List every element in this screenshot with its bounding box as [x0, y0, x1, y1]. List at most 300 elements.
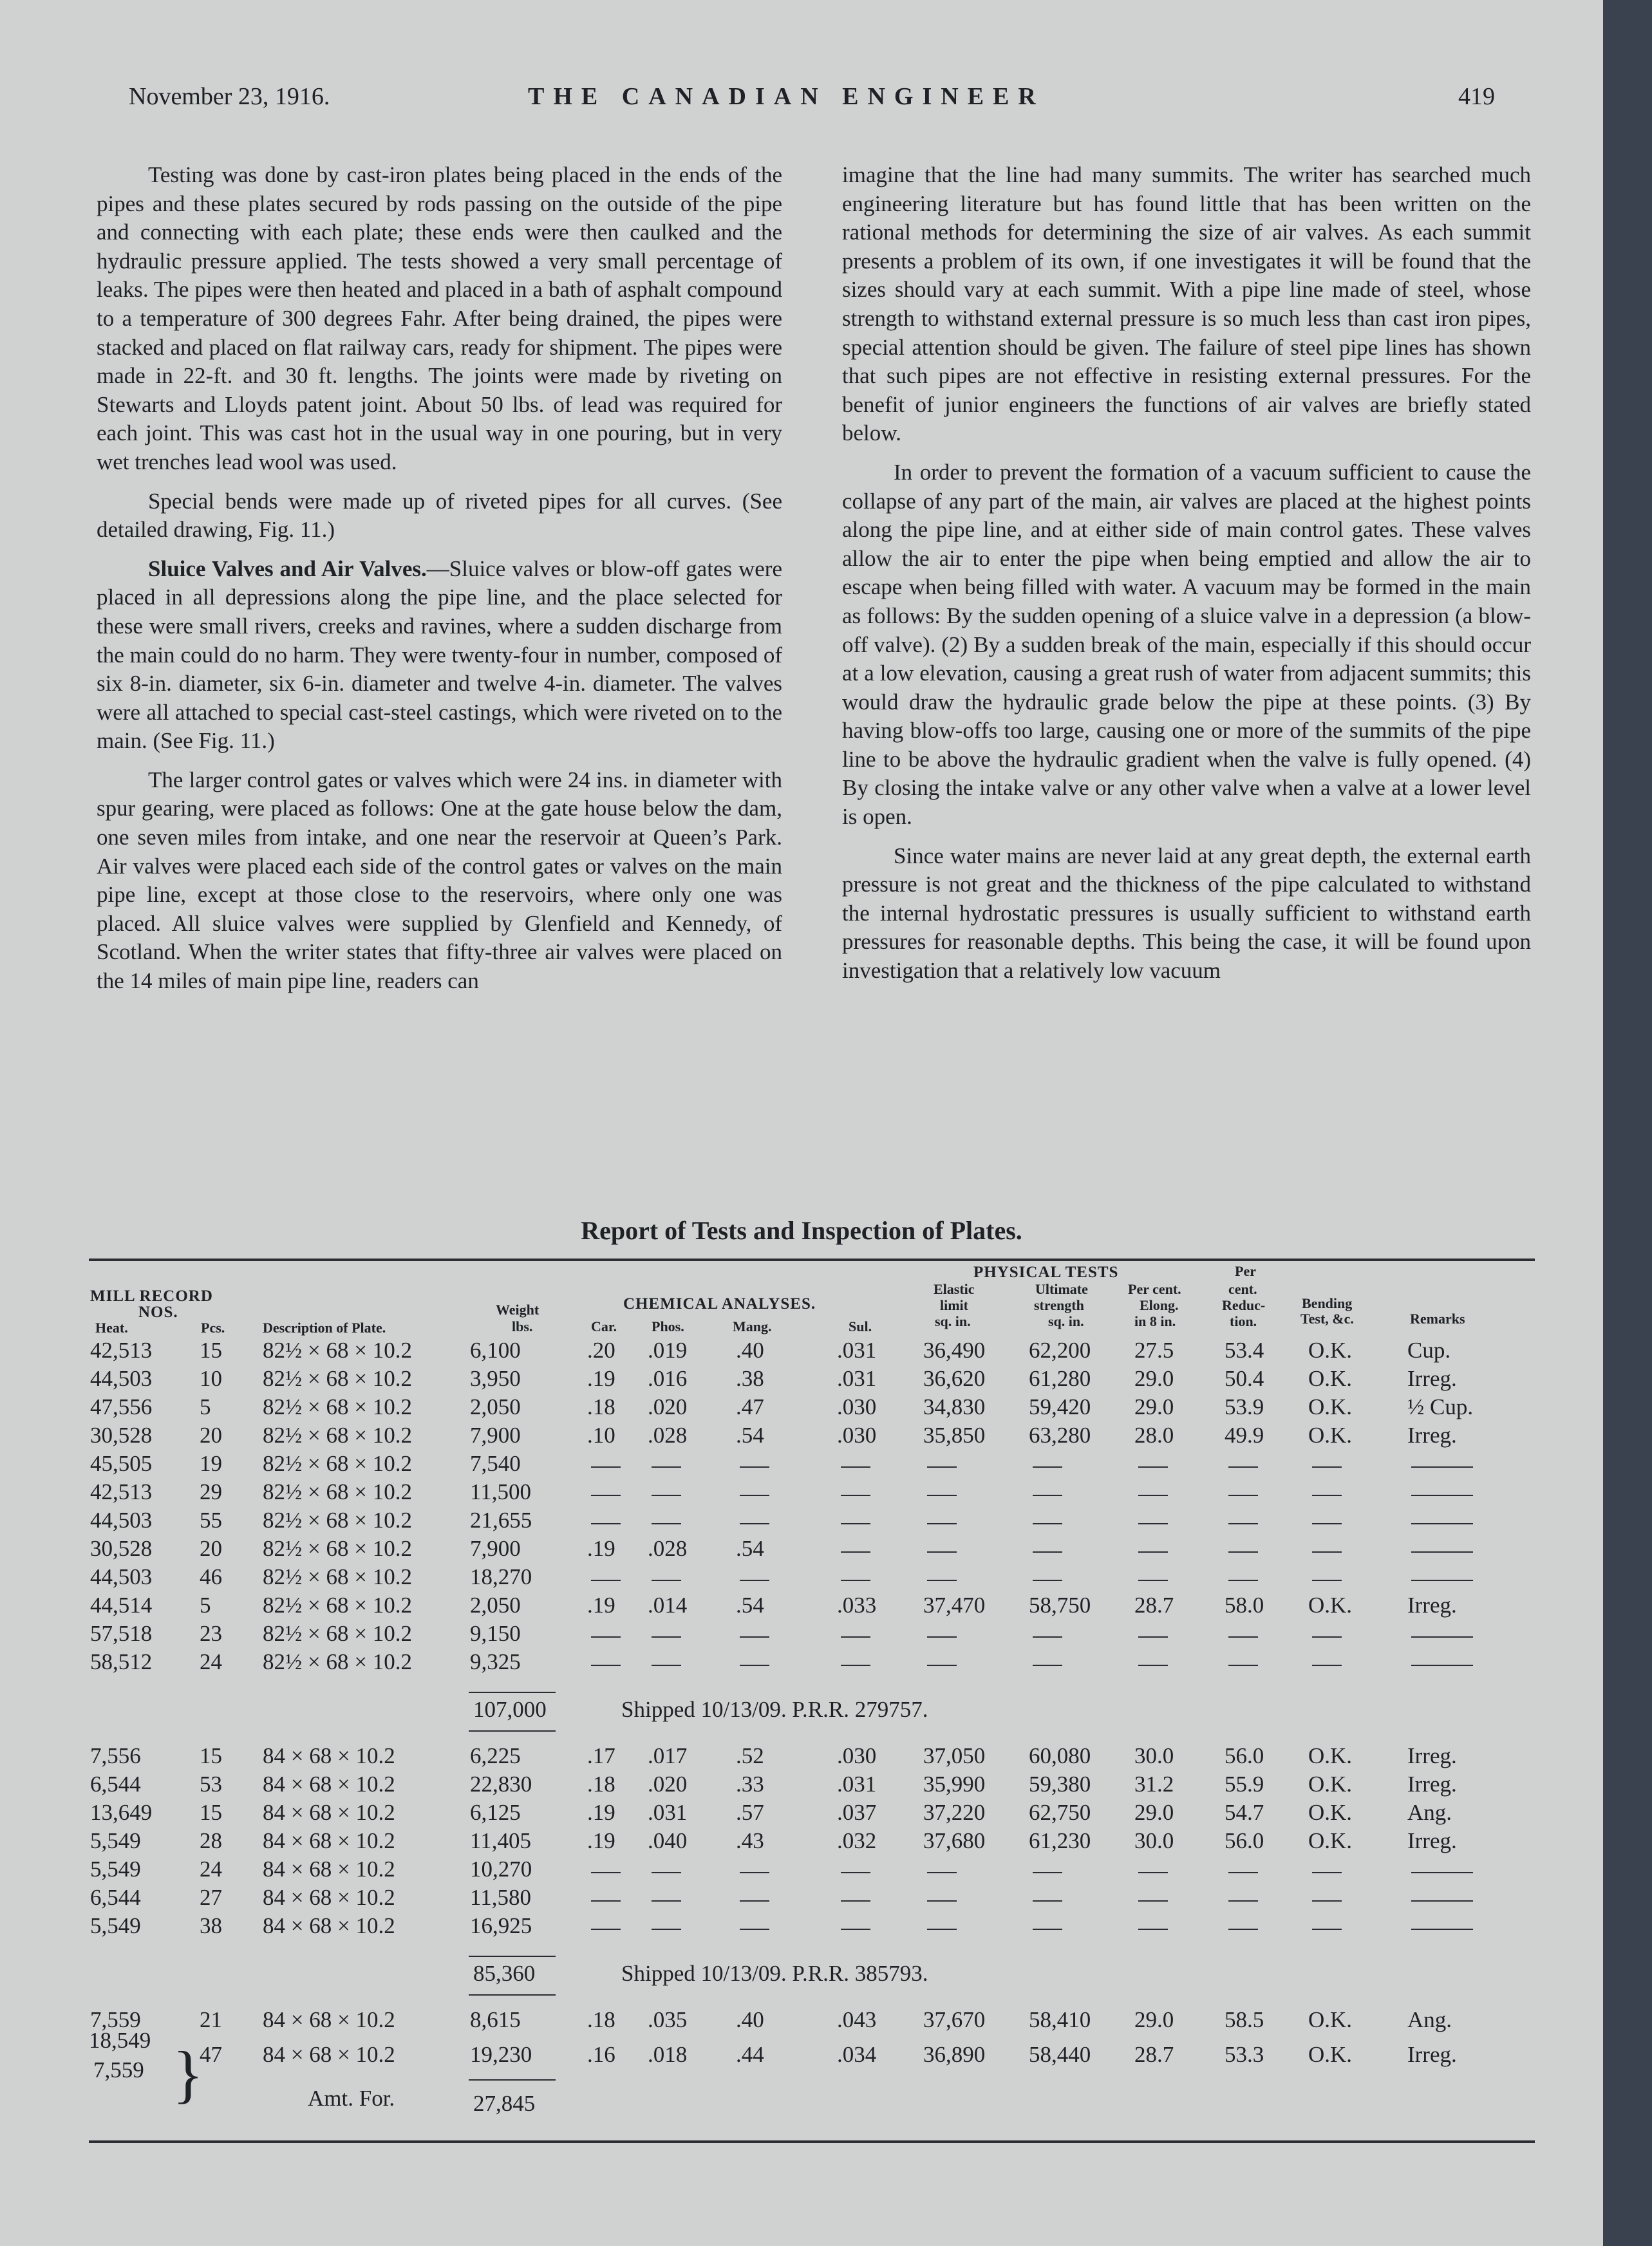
table-cell-weight: 21,655: [470, 1508, 532, 1533]
empty-value-dash: [1312, 1523, 1342, 1524]
empty-value-dash: [1033, 1523, 1062, 1524]
paragraph: imagine that the line had many summits. The writer has searched much engineering literature but has found little that has been written on the rational methods for determining the size of air valves. As each summit presents a problem of its own, if one investigates it will be found that the sizes should vary at each summit. With a pipe line made of steel, whose strength to withstand external pressure is so much less than cast iron pipes, special attention should be given. The failure of steel pipe lines has shown that such pipes are not effective in resisting external pressures. For the benefit of junior engineers the functions of air valves are briefly stated below.: [842, 162, 1531, 446]
table-cell-remarks: Cup.: [1407, 1338, 1451, 1363]
empty-value-dash: [1228, 1636, 1258, 1638]
header-elong-3: in 8 in.: [1134, 1313, 1176, 1329]
table-cell-elongation: 31.2: [1134, 1772, 1174, 1797]
table-cell-remarks: ½ Cup.: [1407, 1394, 1474, 1419]
subtotal-weight: 107,000: [473, 1697, 547, 1722]
table-cell-elastic-limit: 35,850: [923, 1423, 986, 1448]
table-cell-phos: .019: [648, 1338, 688, 1363]
table-cell-mang: .38: [736, 1366, 764, 1391]
empty-value-dash: [591, 1900, 621, 1902]
table-cell-elongation: 29.0: [1134, 1366, 1174, 1391]
table-cell-remarks: Ang.: [1407, 1800, 1452, 1825]
header-heat: Heat.: [95, 1320, 128, 1336]
table-cell-reduction: 55.9: [1225, 1772, 1264, 1797]
paragraph: [97, 161, 782, 477]
paragraph: [97, 555, 782, 756]
table-cell-heat: 42,513: [90, 1338, 153, 1363]
table-cell-heat: 57,518: [90, 1621, 153, 1646]
empty-value-dash: [591, 1523, 621, 1524]
table-cell-weight: 11,405: [470, 1828, 531, 1853]
header-nos: NOS.: [138, 1304, 178, 1321]
empty-value-dash: [652, 1636, 681, 1638]
empty-value-dash: [1312, 1466, 1342, 1468]
table-cell-elastic-limit: 36,890: [923, 2042, 986, 2067]
header-bending: Bending: [1302, 1295, 1353, 1311]
empty-value-dash: [591, 1495, 621, 1496]
empty-value-dash: [740, 1523, 769, 1524]
page-number: 419: [1458, 83, 1495, 110]
empty-value-dash: [841, 1900, 870, 1902]
empty-value-dash: [841, 1872, 870, 1873]
paragraph-heading: Sluice Valves and Air Valves.: [148, 556, 427, 581]
table-cell-sul: .030: [837, 1743, 877, 1768]
table-cell-car: .17: [587, 1743, 615, 1768]
table-cell-remarks: Ang.: [1407, 2007, 1452, 2032]
header-elong: Per cent.: [1128, 1281, 1181, 1297]
empty-value-dash: [841, 1665, 870, 1666]
empty-value-dash: [1312, 1580, 1342, 1581]
table-cell-elongation: 29.0: [1134, 2007, 1174, 2032]
empty-value-dash: [1138, 1466, 1168, 1468]
table-cell-phos: .016: [648, 1366, 688, 1391]
table-cell-pcs: 55: [200, 1508, 222, 1533]
subtotal-rule: [469, 2079, 556, 2081]
table-cell-weight: 3,950: [470, 1366, 521, 1391]
table-cell-pcs: 5: [200, 1593, 211, 1618]
table-cell-pcs: 47: [200, 2042, 222, 2067]
table-cell-weight: 18,270: [470, 1564, 532, 1589]
empty-value-dash: [927, 1551, 957, 1553]
table-cell-bending-test: O.K.: [1308, 1366, 1353, 1391]
header-mang: Mang.: [733, 1318, 772, 1334]
empty-value-dash: [740, 1466, 769, 1468]
table-cell-weight: 11,580: [470, 1885, 531, 1910]
table-cell-remarks: Irreg.: [1407, 1743, 1457, 1768]
table-cell-pcs: 5: [200, 1394, 211, 1419]
table-cell-elastic-limit: 37,680: [923, 1828, 986, 1853]
heat-grouping-brace: }: [173, 2038, 203, 2110]
header-reduction-2: tion.: [1230, 1313, 1257, 1329]
table-cell-pcs: 10: [200, 1366, 222, 1391]
table-cell-weight: 2,050: [470, 1394, 521, 1419]
table-cell-reduction: 56.0: [1225, 1743, 1264, 1768]
table-cell-weight: 19,230: [470, 2042, 532, 2067]
empty-value-dash: [652, 1929, 681, 1930]
header-pcs: Pcs.: [201, 1320, 225, 1336]
table-cell-heat: 44,503: [90, 1508, 153, 1533]
table-cell-phos: .018: [648, 2042, 688, 2067]
table-cell-mang: .43: [736, 1828, 764, 1853]
empty-value-dash: [841, 1466, 870, 1468]
header-elong-2: Elong.: [1140, 1297, 1179, 1313]
table-cell-heat: 44,503: [90, 1564, 153, 1589]
table-cell-car: .20: [587, 1338, 615, 1363]
table-cell-elastic-limit: 37,470: [923, 1593, 986, 1618]
table-cell-pcs: 15: [200, 1743, 222, 1768]
table-cell-sul: .037: [837, 1800, 877, 1825]
subtotal-rule: [469, 1956, 556, 1957]
header-remarks: Remarks: [1410, 1311, 1465, 1327]
table-cell-sul: .033: [837, 1593, 877, 1618]
table-cell-heat: 30,528: [90, 1423, 153, 1448]
empty-value-dash: [1411, 1900, 1473, 1902]
paragraph-text: The larger control gates or valves which were 24 ins. in diameter with spur gearing, were placed as follows: One at the gate house below the dam, one seven miles from intake, and one near the reservoir at Queen’s Park. Air valves were placed each side of the control gates or valves on the main pipe line, except at those close to the reservoirs, where only one was placed. All sluice valves were supplied by Glenfield and Kennedy, of Scotland. When the writer states that fifty-three air valves were placed on the 14 miles of main pipe line, readers can: [97, 767, 782, 994]
table-cell-phos: .035: [648, 2007, 688, 2032]
table-cell-pcs: 29: [200, 1479, 222, 1504]
table-cell-sul: .031: [837, 1338, 877, 1363]
empty-value-dash: [1228, 1580, 1258, 1581]
header-phos: Phos.: [652, 1318, 684, 1334]
table-cell-pcs: 24: [200, 1857, 222, 1882]
table-cell-elastic-limit: 35,990: [923, 1772, 986, 1797]
table-top-rule: [89, 1259, 1535, 1261]
table-cell-sul: .043: [837, 2007, 877, 2032]
table-cell-weight: 6,100: [470, 1338, 521, 1363]
empty-value-dash: [927, 1929, 957, 1930]
paragraph: Since water mains are never laid at any great depth, the external earth pressure is not great and the thickness of the pipe calculated to withstand the internal hydrostatic pressures is usually sufficient to withstand earth pressures for reasonable depths. This being the case, it will be found upon investigation that a relatively low vacuum: [842, 843, 1531, 984]
table-cell-weight: 7,540: [470, 1451, 521, 1476]
table-cell-heat: 58,512: [90, 1649, 153, 1674]
empty-value-dash: [1033, 1900, 1062, 1902]
table-cell-description: 84 × 68 × 10.2: [263, 2042, 395, 2067]
empty-value-dash: [591, 1466, 621, 1468]
empty-value-dash: [927, 1466, 957, 1468]
table-cell-phos: .028: [648, 1423, 688, 1448]
table-cell-elongation: 29.0: [1134, 1394, 1174, 1419]
table-cell-phos: .017: [648, 1743, 688, 1768]
table-cell-bending-test: O.K.: [1308, 2007, 1353, 2032]
table-cell-reduction: 53.3: [1225, 2042, 1264, 2067]
header-cent: cent.: [1228, 1281, 1257, 1297]
table-cell-ultimate-strength: 58,410: [1029, 2007, 1091, 2032]
table-cell-pcs: 21: [200, 2007, 222, 2032]
table-cell-elastic-limit: 37,220: [923, 1800, 986, 1825]
paragraph-text: Testing was done by cast-iron plates being placed in the ends of the pipes and these plates secured by rods passing on the outside of the pipe and connecting with each plate; these ends were then caulked and the hydraulic pressure applied. The tests showed a very small percentage of leaks. The pipes were then heated and placed in a bath of asphalt compound to a temperature of 300 degrees Fahr. After being drained, the pipes were stacked and placed on flat railway cars, ready for shipment. The pipes were made in 22-ft. and 30 ft. lengths. The joints were made by riveting on Stewarts and Lloyds patent joint. About 50 lbs. of lead was required for each joint. This was cast hot in the usual way in one pouring, but in very wet trenches lead wool was used.: [97, 162, 782, 474]
table-cell-sul: .034: [837, 2042, 877, 2067]
table-cell-description: 82½ × 68 × 10.2: [263, 1479, 412, 1504]
table-cell-reduction: 54.7: [1225, 1800, 1264, 1825]
table-cell-car: .19: [587, 1828, 615, 1853]
table-cell-ultimate-strength: 62,200: [1029, 1338, 1091, 1363]
page-edge: [1603, 0, 1652, 2246]
table-cell-elongation: 28.7: [1134, 1593, 1174, 1618]
table-cell-heat: 18,549: [89, 2028, 151, 2053]
empty-value-dash: [841, 1929, 870, 1930]
table-cell-reduction: 49.9: [1225, 1423, 1264, 1448]
empty-value-dash: [1033, 1551, 1062, 1553]
empty-value-dash: [591, 1929, 621, 1930]
table-cell-elongation: 30.0: [1134, 1743, 1174, 1768]
table-cell-ultimate-strength: 62,750: [1029, 1800, 1091, 1825]
amount-forward-label: Amt. For.: [308, 2086, 395, 2111]
header-per: Per: [1235, 1263, 1256, 1279]
table-cell-bending-test: O.K.: [1308, 1828, 1353, 1853]
empty-value-dash: [652, 1466, 681, 1468]
table-cell-heat: 44,514: [90, 1593, 153, 1618]
table-cell-sul: .030: [837, 1423, 877, 1448]
empty-value-dash: [1312, 1929, 1342, 1930]
empty-value-dash: [1411, 1636, 1473, 1638]
table-cell-description: 82½ × 68 × 10.2: [263, 1593, 412, 1618]
empty-value-dash: [841, 1636, 870, 1638]
table-cell-sul: .032: [837, 1828, 877, 1853]
table-cell-mang: .54: [736, 1536, 764, 1561]
empty-value-dash: [841, 1551, 870, 1553]
table-cell-bending-test: O.K.: [1308, 1772, 1353, 1797]
table-cell-mang: .57: [736, 1800, 764, 1825]
table-cell-description: 84 × 68 × 10.2: [263, 1828, 395, 1853]
table-cell-pcs: 24: [200, 1649, 222, 1674]
table-cell-description: 82½ × 68 × 10.2: [263, 1394, 412, 1419]
table-cell-ultimate-strength: 59,380: [1029, 1772, 1091, 1797]
table-cell-pcs: 20: [200, 1423, 222, 1448]
table-cell-reduction: 58.5: [1225, 2007, 1264, 2032]
table-cell-description: 82½ × 68 × 10.2: [263, 1366, 412, 1391]
table-cell-pcs: 38: [200, 1913, 222, 1938]
table-cell-ultimate-strength: 61,280: [1029, 1366, 1091, 1391]
empty-value-dash: [1228, 1523, 1258, 1524]
empty-value-dash: [652, 1665, 681, 1666]
table-cell-description: 84 × 68 × 10.2: [263, 1857, 395, 1882]
table-cell-weight: 6,125: [470, 1800, 521, 1825]
table-cell-remarks: Irreg.: [1407, 1593, 1457, 1618]
table-cell-weight: 10,270: [470, 1857, 532, 1882]
empty-value-dash: [1138, 1872, 1168, 1873]
table-cell-bending-test: O.K.: [1308, 2042, 1353, 2067]
table-cell-elastic-limit: 36,490: [923, 1338, 986, 1363]
table-cell-heat: 44,503: [90, 1366, 153, 1391]
header-weight: Weight: [496, 1302, 540, 1318]
table-cell-heat: 5,549: [90, 1828, 141, 1853]
table-cell-weight: 16,925: [470, 1913, 532, 1938]
table-cell-description: 84 × 68 × 10.2: [263, 1772, 395, 1797]
table-cell-weight: 8,615: [470, 2007, 521, 2032]
issue-date: November 23, 1916.: [129, 83, 330, 110]
header-reduction: Reduc-: [1222, 1297, 1266, 1313]
empty-value-dash: [1138, 1551, 1168, 1553]
empty-value-dash: [1228, 1872, 1258, 1873]
paragraph: In order to prevent the formation of a vacuum sufficient to cause the collapse of any part of the main, air valves are placed at the highest points along the pipe line, and at either side of main control gates. These valves allow the air to enter the pipe when being emptied and allow the air to escape when being filled with water. A vacuum may be formed in the main as follows: By the sudden opening of a sluice valve in a depression (a blow-off valve). (2) By a sudden break of the main, especially if this should occur at a low elevation, causing a great rush of water from adjacent summits; this would draw the hydraulic grade below the pipe at these points. (3) By having blow-offs too large, causing one or more of the summits of the pipe line to be above the hydraulic gradient when the valve is fully opened. (4) By closing the intake valve or any other valve when a valve at a lower level is open.: [842, 459, 1531, 830]
empty-value-dash: [1138, 1580, 1168, 1581]
table-cell-mang: .47: [736, 1394, 764, 1419]
empty-value-dash: [591, 1580, 621, 1581]
table-cell-weight: 9,150: [470, 1621, 521, 1646]
shipping-note: Shipped 10/13/09. P.R.R. 385793.: [621, 1961, 928, 1986]
table-cell-car: .16: [587, 2042, 615, 2067]
table-cell-description: 82½ × 68 × 10.2: [263, 1649, 412, 1674]
table-cell-ultimate-strength: 58,440: [1029, 2042, 1091, 2067]
table-cell-elongation: 28.7: [1134, 2042, 1174, 2067]
table-cell-heat: 30,528: [90, 1536, 153, 1561]
table-cell-bending-test: O.K.: [1308, 1394, 1353, 1419]
table-cell-description: 82½ × 68 × 10.2: [263, 1508, 412, 1533]
table-cell-mang: .40: [736, 2007, 764, 2032]
table-cell-car: .19: [587, 1536, 615, 1561]
table-cell-elastic-limit: 36,620: [923, 1366, 986, 1391]
empty-value-dash: [1411, 1665, 1473, 1666]
empty-value-dash: [1228, 1900, 1258, 1902]
table-cell-weight: 7,900: [470, 1536, 521, 1561]
table-cell-phos: .040: [648, 1828, 688, 1853]
empty-value-dash: [652, 1495, 681, 1496]
table-cell-heat: 7,559: [93, 2057, 144, 2082]
empty-value-dash: [1312, 1665, 1342, 1666]
table-cell-phos: .028: [648, 1536, 688, 1561]
table-title: Report of Tests and Inspection of Plates.: [581, 1216, 1022, 1245]
table-cell-pcs: 46: [200, 1564, 222, 1589]
table-cell-heat: 6,544: [90, 1885, 141, 1910]
table-cell-car: .19: [587, 1366, 615, 1391]
header-bending-2: Test, &c.: [1300, 1311, 1354, 1327]
empty-value-dash: [927, 1580, 957, 1581]
table-cell-mang: .52: [736, 1743, 764, 1768]
table-cell-description: 82½ × 68 × 10.2: [263, 1621, 412, 1646]
table-cell-bending-test: O.K.: [1308, 1800, 1353, 1825]
table-cell-pcs: 27: [200, 1885, 222, 1910]
shipping-note: Shipped 10/13/09. P.R.R. 279757.: [621, 1697, 928, 1722]
table-cell-reduction: 50.4: [1225, 1366, 1264, 1391]
table-cell-pcs: 20: [200, 1536, 222, 1561]
table-cell-weight: 22,830: [470, 1772, 532, 1797]
table-cell-sul: .030: [837, 1394, 877, 1419]
empty-value-dash: [1312, 1900, 1342, 1902]
empty-value-dash: [1411, 1495, 1473, 1496]
empty-value-dash: [740, 1665, 769, 1666]
header-ultimate: Ultimate: [1035, 1281, 1088, 1297]
article-right-column: [842, 161, 1531, 996]
header-ultimate-unit: sq. in.: [1048, 1313, 1084, 1329]
table-cell-heat: 5,549: [90, 1913, 141, 1938]
empty-value-dash: [1411, 1466, 1473, 1468]
table-cell-heat: 5,549: [90, 1857, 141, 1882]
empty-value-dash: [740, 1495, 769, 1496]
empty-value-dash: [652, 1872, 681, 1873]
table-cell-pcs: 28: [200, 1828, 222, 1853]
table-cell-reduction: 58.0: [1225, 1593, 1264, 1618]
table-cell-description: 82½ × 68 × 10.2: [263, 1423, 412, 1448]
table-cell-description: 84 × 68 × 10.2: [263, 1913, 395, 1938]
table-cell-mang: .54: [736, 1593, 764, 1618]
header-elastic: Elastic: [934, 1281, 975, 1297]
header-description: Description of Plate.: [263, 1320, 386, 1336]
table-cell-description: 84 × 68 × 10.2: [263, 1800, 395, 1825]
empty-value-dash: [652, 1523, 681, 1524]
empty-value-dash: [1138, 1523, 1168, 1524]
empty-value-dash: [841, 1580, 870, 1581]
subtotal-rule: [469, 1994, 556, 1996]
empty-value-dash: [1228, 1551, 1258, 1553]
empty-value-dash: [1138, 1900, 1168, 1902]
table-cell-heat: 6,544: [90, 1772, 141, 1797]
empty-value-dash: [927, 1665, 957, 1666]
empty-value-dash: [740, 1580, 769, 1581]
header-chemical-analyses: CHEMICAL ANALYSES.: [623, 1295, 816, 1313]
empty-value-dash: [1228, 1665, 1258, 1666]
table-cell-elastic-limit: 37,050: [923, 1743, 986, 1768]
empty-value-dash: [652, 1900, 681, 1902]
empty-value-dash: [927, 1900, 957, 1902]
empty-value-dash: [591, 1665, 621, 1666]
paragraph: [97, 766, 782, 996]
empty-value-dash: [1312, 1872, 1342, 1873]
table-cell-car: .19: [587, 1800, 615, 1825]
empty-value-dash: [740, 1872, 769, 1873]
subtotal-rule: [469, 1692, 556, 1693]
table-cell-weight: 9,325: [470, 1649, 521, 1674]
empty-value-dash: [1138, 1929, 1168, 1930]
table-cell-elongation: 28.0: [1134, 1423, 1174, 1448]
empty-value-dash: [591, 1872, 621, 1873]
table-cell-car: .18: [587, 1394, 615, 1419]
empty-value-dash: [1033, 1872, 1062, 1873]
table-cell-reduction: 56.0: [1225, 1828, 1264, 1853]
empty-value-dash: [1033, 1636, 1062, 1638]
empty-value-dash: [1033, 1929, 1062, 1930]
empty-value-dash: [1033, 1665, 1062, 1666]
table-cell-remarks: Irreg.: [1407, 1366, 1457, 1391]
empty-value-dash: [927, 1495, 957, 1496]
table-cell-mang: .54: [736, 1423, 764, 1448]
table-cell-mang: .40: [736, 1338, 764, 1363]
empty-value-dash: [1312, 1636, 1342, 1638]
empty-value-dash: [1228, 1929, 1258, 1930]
empty-value-dash: [1411, 1929, 1473, 1930]
table-cell-elastic-limit: 37,670: [923, 2007, 986, 2032]
empty-value-dash: [1411, 1523, 1473, 1524]
table-cell-phos: .014: [648, 1593, 688, 1618]
header-ultimate-strength: strength: [1034, 1297, 1084, 1313]
table-cell-phos: .020: [648, 1772, 688, 1797]
table-cell-car: .18: [587, 1772, 615, 1797]
table-cell-car: .18: [587, 2007, 615, 2032]
header-physical-tests: PHYSICAL TESTS: [973, 1264, 1119, 1281]
table-cell-weight: 2,050: [470, 1593, 521, 1618]
empty-value-dash: [1033, 1580, 1062, 1581]
table-cell-weight: 6,225: [470, 1743, 521, 1768]
table-cell-pcs: 15: [200, 1338, 222, 1363]
table-cell-pcs: 53: [200, 1772, 222, 1797]
table-cell-reduction: 53.9: [1225, 1394, 1264, 1419]
empty-value-dash: [927, 1872, 957, 1873]
article-left-column: [97, 161, 782, 1006]
table-cell-description: 84 × 68 × 10.2: [263, 2007, 395, 2032]
empty-value-dash: [1312, 1551, 1342, 1553]
table-cell-elongation: 27.5: [1134, 1338, 1174, 1363]
table-cell-pcs: 15: [200, 1800, 222, 1825]
table-cell-weight: 11,500: [470, 1479, 531, 1504]
table-cell-remarks: Irreg.: [1407, 1828, 1457, 1853]
empty-value-dash: [591, 1636, 621, 1638]
table-cell-elongation: 30.0: [1134, 1828, 1174, 1853]
table-cell-elastic-limit: 34,830: [923, 1394, 986, 1419]
empty-value-dash: [740, 1900, 769, 1902]
table-cell-description: 82½ × 68 × 10.2: [263, 1564, 412, 1589]
table-cell-heat: 42,513: [90, 1479, 153, 1504]
header-elastic-unit: sq. in.: [935, 1313, 971, 1329]
table-cell-sul: .031: [837, 1772, 877, 1797]
table-cell-car: .19: [587, 1593, 615, 1618]
table-cell-pcs: 19: [200, 1451, 222, 1476]
table-cell-car: .10: [587, 1423, 615, 1448]
header-car: Car.: [591, 1318, 617, 1334]
empty-value-dash: [1411, 1551, 1473, 1553]
table-cell-phos: .020: [648, 1394, 688, 1419]
empty-value-dash: [1228, 1495, 1258, 1496]
table-cell-bending-test: O.K.: [1308, 1593, 1353, 1618]
